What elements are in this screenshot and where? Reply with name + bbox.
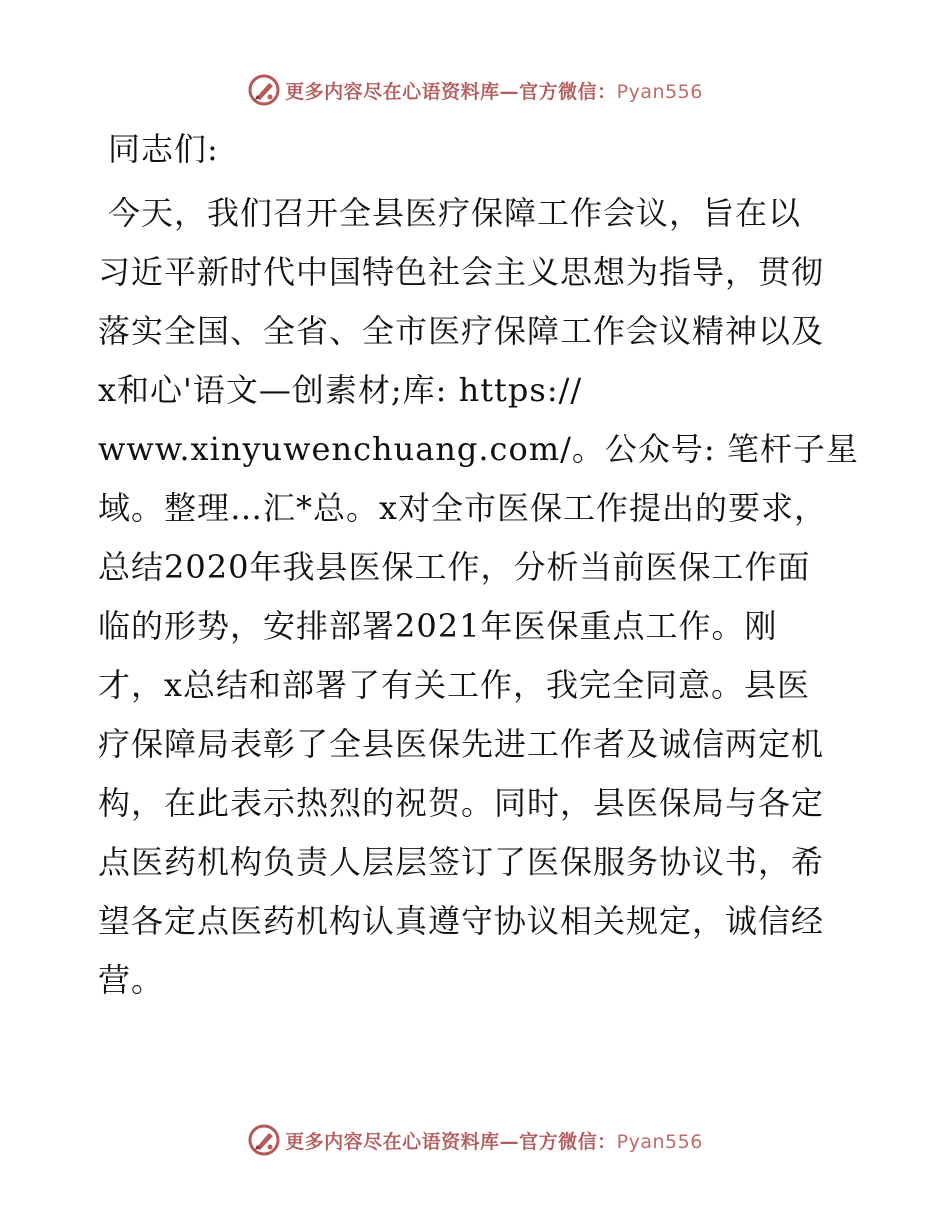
paragraph-line: 营。 — [98, 961, 165, 999]
paragraph-line: 习近平新时代中国特色社会主义思想为指导，贯彻 — [98, 253, 825, 291]
paragraph-line: 域。整理…汇*总。x对全市医保工作提出的要求， — [98, 489, 828, 527]
paragraph-line: 疗保障局表彰了全县医保先进工作者及诚信两定机 — [98, 725, 825, 763]
header-watermark-text — [285, 77, 703, 104]
paragraph-line: 落实全国、全省、全市医疗保障工作会议精神以及 — [98, 312, 825, 350]
paragraph-line: x和心'语文—创素材;库: https:// — [98, 371, 583, 409]
header-watermark-banner — [0, 70, 950, 110]
footer-watermark-label: 更多内容尽在心语资料库—官方微信： — [285, 1130, 617, 1153]
paragraph-line: 构，在此表示热烈的祝贺。同时，县医保局与各定 — [98, 784, 825, 822]
paragraph-line: 今天，我们召开全县医疗保障工作会议，旨在以 — [108, 194, 802, 232]
header-watermark-handle: Pyan556 — [616, 80, 703, 103]
paragraph-line: www.xinyuwenchuang.com/。公众号: 笔杆子星 — [98, 430, 859, 468]
header-watermark-label: 更多内容尽在心语资料库—官方微信： — [285, 80, 617, 103]
pen-logo-icon — [247, 73, 281, 107]
paragraph-line: 点医药机构负责人层层签订了医保服务协议书，希 — [98, 843, 825, 881]
paragraph-line: 总结2020年我县医保工作，分析当前医保工作面 — [98, 548, 811, 586]
paragraph-line: 望各定点医药机构认真遵守协议相关规定，诚信经 — [98, 902, 825, 940]
pen-logo-icon — [247, 1123, 281, 1157]
paragraph-line: 才，x总结和部署了有关工作，我完全同意。县医 — [98, 666, 811, 704]
footer-watermark-handle: Pyan556 — [616, 1130, 703, 1153]
footer-watermark-banner — [0, 1120, 950, 1160]
paragraph-line: 临的形势，安排部署2021年医保重点工作。刚 — [98, 607, 778, 645]
document-body — [98, 118, 858, 1010]
salutation: 同志们: — [108, 130, 219, 168]
footer-watermark-text — [285, 1127, 703, 1154]
